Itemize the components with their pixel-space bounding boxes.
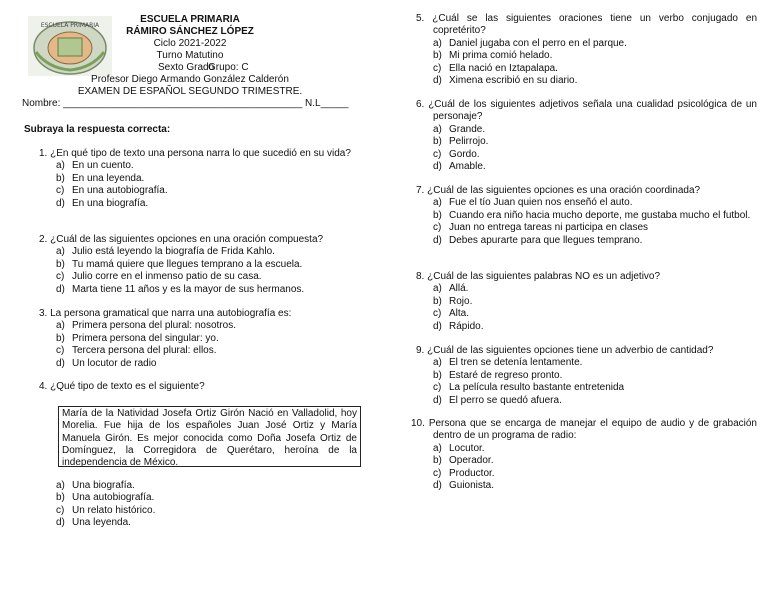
option[interactable]: b) Estaré de regreso pronto. — [433, 369, 563, 381]
option[interactable]: a) Allá. — [433, 283, 469, 295]
option[interactable]: b) Operador. — [433, 455, 494, 467]
option[interactable]: d) Marta tiene 11 años y es la mayor de sus hermanos. — [56, 283, 305, 295]
option[interactable]: b) Cuando era niño hacia mucho deporte, me gustaba mucho el futbol. — [433, 209, 751, 221]
question-text: La persona gramatical que narra una autobiografía es: — [50, 308, 292, 319]
option[interactable]: a) Primera persona del plural: nosotros. — [56, 320, 236, 332]
option[interactable]: c) Julio corre en el inmenso patio de su casa. — [56, 271, 262, 283]
reading-passage: María de la Natividad Josefa Ortiz Girón Nació en Valladolid, hoy Morelia. Fue hija de los españoles Juan José Ortiz y María Manuela Girón. Es mejor conocida como Doña Josefa Ortiz de Domínguez, la Corregidora de Querétaro, heroína de la independencia de México. — [58, 406, 361, 467]
school-name: RÁMIRO SÁNCHEZ LÓPEZ — [126, 26, 254, 37]
name-line[interactable]: Nombre: ___________________________________________ N.L_____ — [22, 98, 349, 109]
question-text: ¿Cuál de las siguientes palabras NO es un adjetivo? — [427, 271, 661, 282]
option[interactable]: b) Mi prima comió helado. — [433, 50, 553, 62]
option[interactable]: c) Alta. — [433, 308, 470, 320]
question-1: 1. ¿En qué tipo de texto una persona narra lo que sucedió en su vida? a) En un cuento. b) En una leyenda. c) En una autobiografía. d) En una biografía. — [24, 148, 380, 210]
option[interactable]: c) Tercera persona del plural: ellos. — [56, 345, 217, 357]
question-9: 9. ¿Cuál de las siguientes opciones tiene un adverbio de cantidad? a) El tren se detenía lentamente. b) Estaré de regreso pronto. c) La película resulto bastante entretenida d) El perro se quedó afuera. — [401, 345, 757, 407]
option[interactable]: d) Amable. — [433, 161, 486, 173]
option[interactable]: a) Julio está leyendo la biografía de Frida Kahlo. — [56, 246, 275, 258]
question-5: 5. ¿Cuál se las siguientes oraciones tiene un verbo conjugado en copretérito? a) Daniel jugaba con el perro en el parque. b) Mi prima comió helado. c) Ella nació en Iztapalapa. d) Ximena escribió en su diario. — [401, 13, 757, 87]
question-10: 10. Persona que se encarga de manejar el equipo de audio y de grabación dentro de un programa de radio: a) Locutor. b) Operador. c) Productor. d) Guionista. — [401, 418, 757, 492]
teacher: Profesor Diego Armando González Calderón — [91, 74, 289, 85]
question-4: 4. ¿Qué tipo de texto es el siguiente? — [39, 381, 205, 392]
option[interactable]: c) En una autobiografía. — [56, 185, 168, 197]
question-text: ¿Cuál se las siguientes oraciones tiene un verbo conjugado en copretérito? — [432, 13, 757, 37]
option[interactable]: c) Ella nació en Iztapalapa. — [433, 62, 558, 74]
question-3: 3. La persona gramatical que narra una autobiografía es: a) Primera persona del plural: nosotros. b) Primera persona del singular: yo. c) Tercera persona del plural: ellos. d) Un locutor de radio — [24, 308, 380, 370]
exam-title: EXAMEN DE ESPAÑOL SEGUNDO TRIMESTRE. — [77, 86, 303, 97]
question-text: ¿Cuál de las siguientes opciones tiene un adverbio de cantidad? — [427, 345, 714, 356]
question-7: 7. ¿Cuál de las siguientes opciones es una oración coordinada? a) Fue el tío Juan quien nos enseñó el auto. b) Cuando era niño hacia mucho deporte, me gustaba mucho el futbol. c) Juan no entrega tareas ni participa en clases d) Debes apurarte para que llegues temprano. — [401, 185, 757, 247]
option[interactable]: d) Debes apurarte para que llegues temprano. — [433, 234, 643, 246]
option[interactable]: d) Un locutor de radio — [56, 357, 157, 369]
option[interactable]: c) Juan no entrega tareas ni participa en clases — [433, 222, 649, 234]
option[interactable]: c) Un relato histórico. — [56, 504, 156, 516]
option[interactable]: c) Gordo. — [433, 148, 480, 160]
option[interactable]: b) En una leyenda. — [56, 172, 145, 184]
question-text: Persona que se encarga de manejar el equipo de audio y de grabación dentro de un programa de radio: — [428, 418, 757, 442]
group: Grupo: C — [208, 62, 249, 73]
school-title: ESCUELA PRIMARIA — [140, 14, 240, 25]
option[interactable]: a) Una biografía. — [56, 480, 135, 491]
option[interactable]: d) Guionista. — [433, 480, 495, 492]
option[interactable]: b) Primera persona del singular: yo. — [56, 332, 219, 344]
option[interactable]: b) Pelirrojo. — [433, 136, 489, 148]
svg-text:ESCUELA PRIMARIA: ESCUELA PRIMARIA — [40, 22, 100, 29]
question-text: ¿En qué tipo de texto una persona narra lo que sucedió en su vida? — [50, 148, 351, 159]
option[interactable]: a) El tren se detenía lentamente. — [433, 357, 583, 369]
option[interactable]: c) Productor. — [433, 467, 495, 479]
instruction: Subraya la respuesta correcta: — [24, 124, 171, 135]
option[interactable]: b) Rojo. — [433, 295, 473, 307]
option[interactable]: d) Ximena escribió en su diario. — [433, 75, 578, 87]
option[interactable]: a) Fue el tío Juan quien nos enseñó el auto. — [433, 197, 633, 209]
grade: Sexto Grado — [158, 62, 215, 73]
question-text: ¿Cuál de las siguientes opciones en una oración compuesta? — [50, 234, 324, 245]
option[interactable]: a) Daniel jugaba con el perro en el parque. — [433, 37, 627, 49]
shift: Turno Matutino — [156, 50, 224, 61]
question-2: 2. ¿Cuál de las siguientes opciones en una oración compuesta? a) Julio está leyendo la biografía de Frida Kahlo. b) Tu mamá quiere que llegues temprano a la escuela. c) Julio corre en el inmenso patio de su casa. d) Marta tiene 11 años y es la mayor de sus hermanos. — [24, 234, 380, 296]
question-4-options — [24, 480, 155, 530]
option[interactable]: d) El perro se quedó afuera. — [433, 394, 562, 406]
option[interactable]: c) La película resulto bastante entretenida — [433, 382, 625, 394]
option[interactable]: d) Una leyenda. — [56, 517, 131, 529]
question-8: 8. ¿Cuál de las siguientes palabras NO es un adjetivo? a) Allá. b) Rojo. c) Alta. d) Rápido. — [401, 271, 757, 333]
option[interactable]: d) Rápido. — [433, 320, 484, 332]
option[interactable]: b) Tu mamá quiere que llegues temprano a la escuela. — [56, 258, 303, 270]
question-text: ¿Qué tipo de texto es el siguiente? — [50, 381, 205, 392]
option[interactable]: a) Grande. — [433, 123, 486, 135]
question-text: ¿Cuál de los siguientes adjetivos señala una cualidad psicológica de un personaje? — [428, 99, 757, 123]
option[interactable]: a) Locutor. — [433, 442, 485, 454]
option[interactable]: b) Una autobiografía. — [56, 492, 155, 504]
option[interactable]: a) En un cuento. — [56, 160, 134, 172]
option[interactable]: d) En una biografía. — [56, 197, 149, 209]
question-6: 6. ¿Cuál de los siguientes adjetivos señala una cualidad psicológica de un personaje? a) Grande. b) Pelirrojo. c) Gordo. d) Amable. — [401, 99, 757, 173]
question-text: ¿Cuál de las siguientes opciones es una oración coordinada? — [427, 185, 701, 196]
cycle: Ciclo 2021-2022 — [153, 38, 227, 49]
